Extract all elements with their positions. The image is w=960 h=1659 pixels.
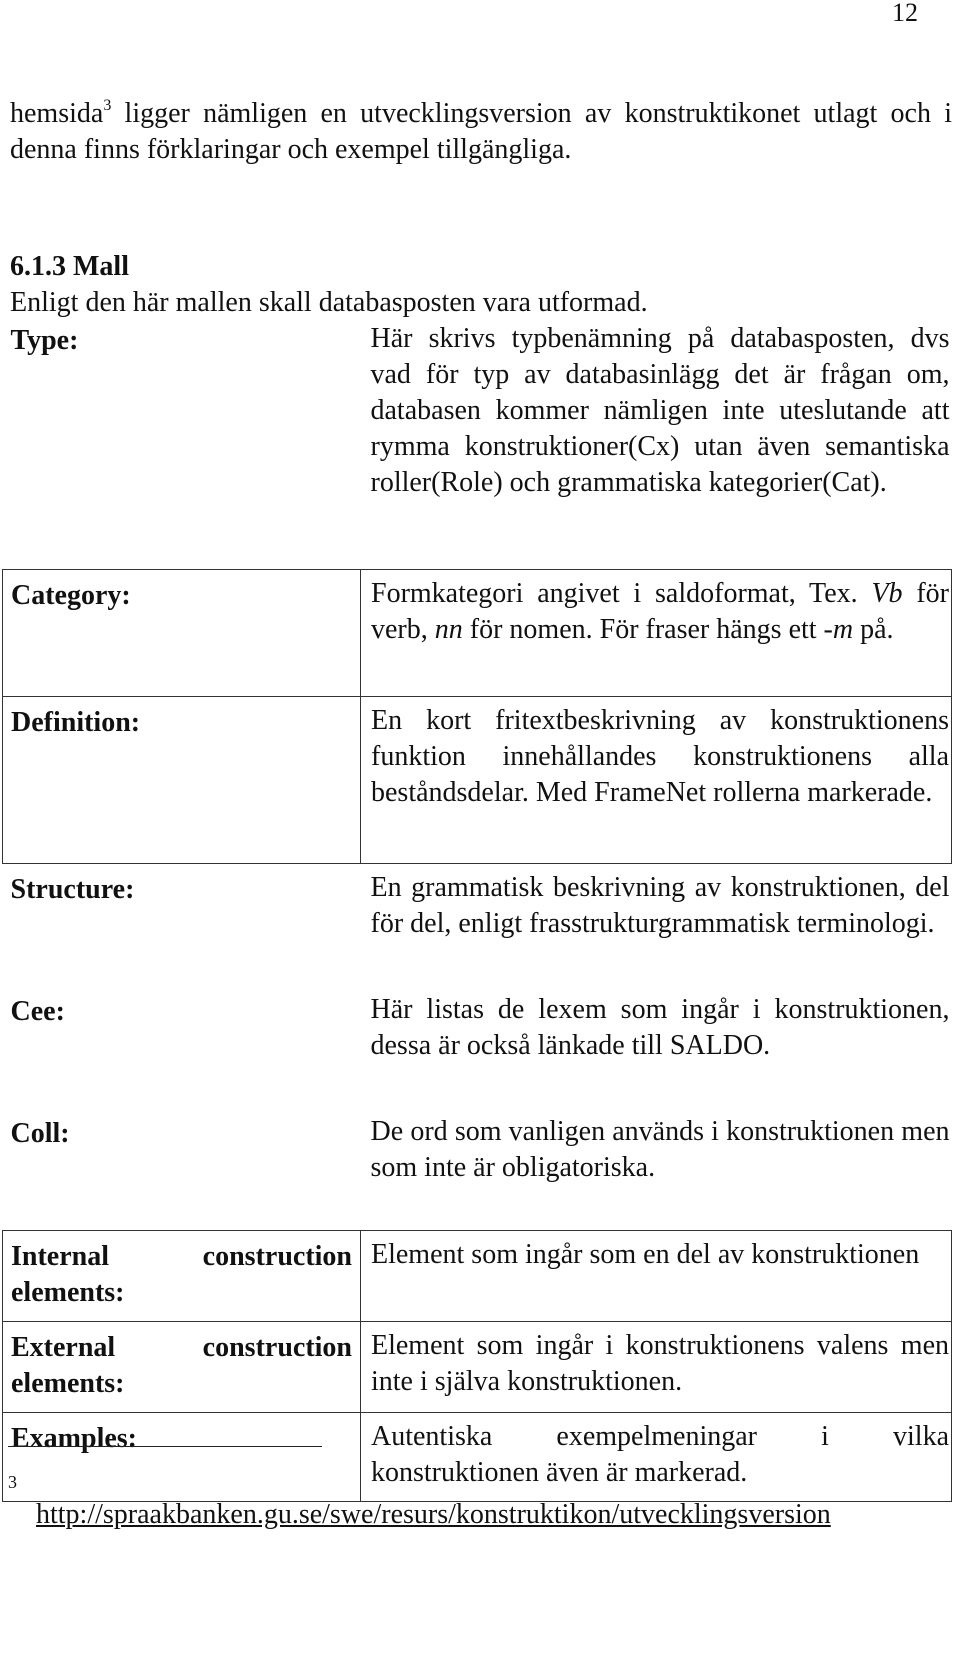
intro-text-start: hemsida <box>10 98 104 129</box>
template-row-external-elements <box>3 1322 952 1413</box>
row-label-line <box>11 1330 352 1366</box>
footnote-number: 3 <box>8 1472 17 1492</box>
desc-text: för verb, <box>371 578 949 645</box>
row-label: Examples: <box>3 1413 361 1502</box>
template-row-definition <box>3 697 952 864</box>
intro-text-end: ligger nämligen en utvecklingsversion av konstruktikonet utlagt och i denna finns förklaringar och exempel tillgängliga. <box>10 98 952 165</box>
row-label: Cee: <box>10 996 65 1027</box>
footnote-url-link[interactable] <box>8 1496 948 1534</box>
footnote-separator <box>8 1446 322 1447</box>
template-row-internal-elements <box>3 1231 952 1322</box>
label-word: construction <box>202 1241 352 1272</box>
template-row-type <box>3 315 952 570</box>
row-label: Type: <box>10 325 79 356</box>
desc-text: på. <box>853 614 894 645</box>
desc-abbr-vb: Vb <box>871 578 903 609</box>
row-description: En grammatisk beskrivning av konstruktionen, del för del, enligt frasstrukturgrammatisk terminologi. <box>370 872 950 939</box>
desc-abbr-m: m <box>832 614 854 645</box>
row-label: Coll: <box>10 1118 70 1149</box>
section-intro: Enligt den här mallen skall databasposten vara utformad. <box>10 287 648 318</box>
row-label <box>3 1231 361 1322</box>
template-row-structure <box>3 864 952 987</box>
footnote-reference[interactable]: 3 <box>103 97 112 114</box>
row-description: De ord som vanligen används i konstruktionen men som inte är obligatoriska. <box>370 1116 950 1183</box>
row-description: Autentiska exempelmeningar i vilka konstruktionen även är markerad. <box>361 1413 952 1502</box>
row-description: Element som ingår som en del av konstruktionen <box>361 1231 952 1322</box>
row-label: Category: <box>3 570 361 697</box>
label-word: External <box>11 1332 116 1363</box>
desc-text: för nomen. För fraser hängs ett - <box>462 614 833 645</box>
label-word: construction <box>202 1332 352 1363</box>
label-word: elements: <box>11 1277 125 1308</box>
row-description: En kort fritextbeskrivning av konstruktionens funktion innehållandes konstruktionens alla beståndsdelar. Med FrameNet rollerna markerade. <box>361 697 952 864</box>
footnote-url[interactable]: http://spraakbanken.gu.se/swe/resurs/konstruktikon/utvecklingsversion <box>36 1499 831 1530</box>
desc-abbr-nn: nn <box>434 614 463 645</box>
label-word: elements: <box>11 1368 125 1399</box>
row-description: Element som ingår i konstruktionens valens men inte i själva konstruktionen. <box>361 1322 952 1413</box>
row-label-line <box>11 1239 352 1275</box>
row-description <box>361 570 952 697</box>
template-row-examples <box>3 1413 952 1502</box>
page-number: 12 <box>892 0 918 27</box>
section-heading: 6.1.3 Mall <box>10 251 129 282</box>
row-description: Här listas de lexem som ingår i konstruktionen, dessa är också länkade till SALDO. <box>370 994 950 1061</box>
row-description: Här skrivs typbenämning på databasposten, dvs vad för typ av databasinlägg det är frågan om, databasen kommer nämligen inte uteslutande att rymma konstruktioner(Cx) utan även semantiska roller(Role) och grammatiska kategorier(Cat). <box>370 323 950 498</box>
template-row-cee <box>3 986 952 1108</box>
template-row-coll <box>3 1108 952 1231</box>
intro-paragraph <box>10 96 952 168</box>
template-table <box>2 315 952 1502</box>
label-word: Internal <box>11 1241 109 1272</box>
row-label <box>3 1322 361 1413</box>
row-label: Definition: <box>3 697 361 864</box>
row-label: Structure: <box>10 874 135 905</box>
template-row-category <box>3 570 952 697</box>
desc-text: Formkategori angivet i saldoformat, Tex. <box>371 578 872 609</box>
